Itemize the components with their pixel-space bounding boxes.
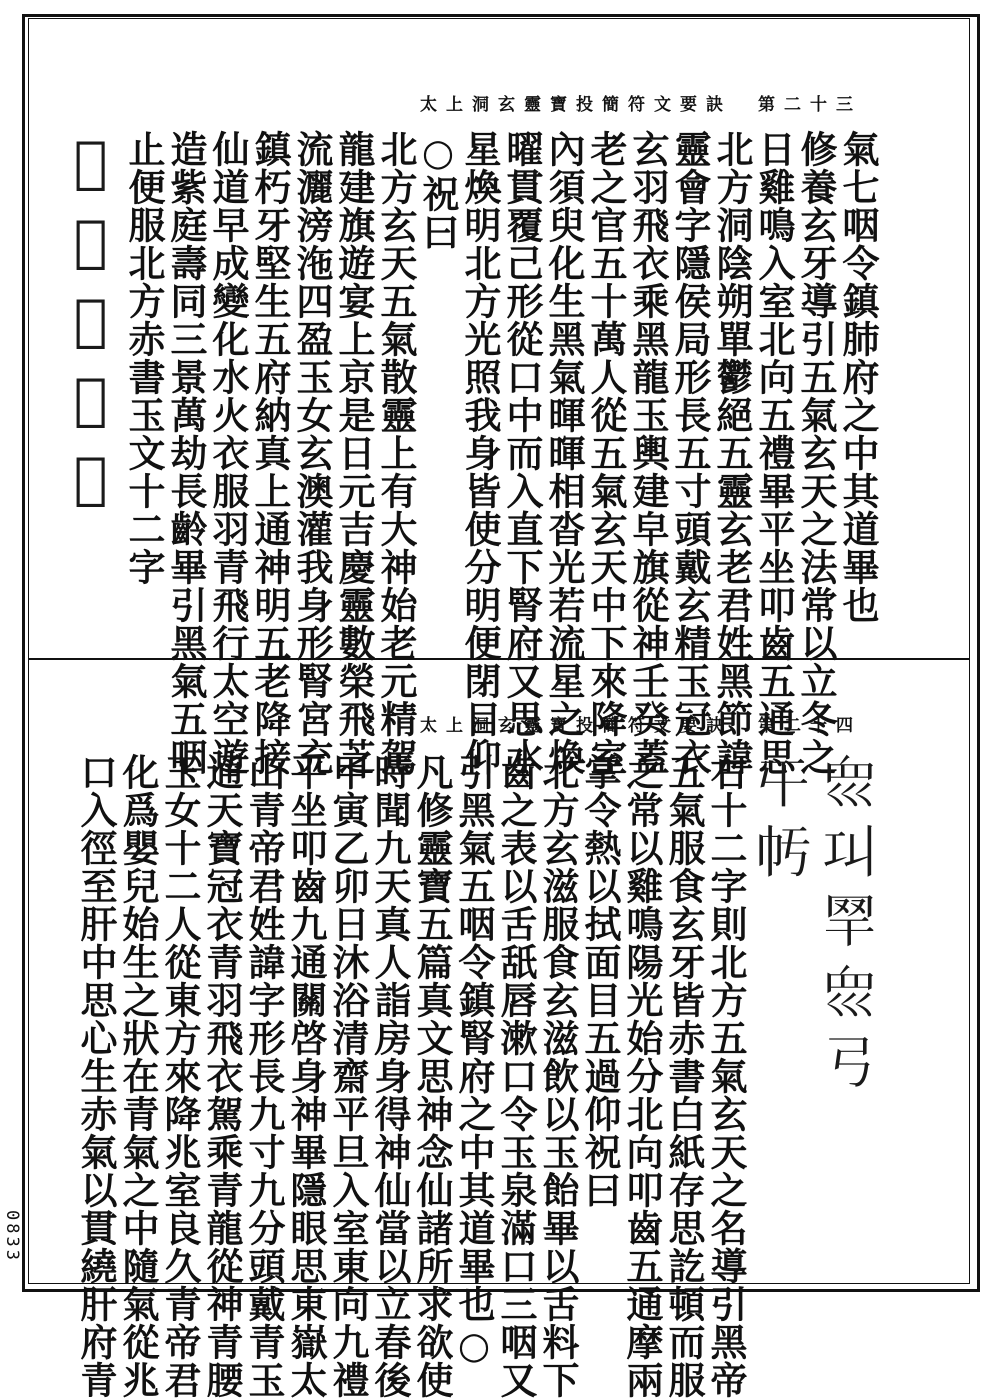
text-column: 五氣服食玄牙皆赤書白紙存思訖頓而服 — [662, 753, 706, 1399]
seal-script-column: 𡕒𢁢 — [748, 753, 813, 893]
text-column: 凡修靈寶五篇真文思神念仙諸所求欲使 — [410, 753, 454, 1399]
text-column: 內須臾化生黑氣暉暉相沓光若流星之煥 — [542, 130, 586, 776]
text-column: 止便服北方赤書玉文十二字 — [122, 130, 166, 586]
seal-script-column: 𡿻𢀙𦉻𡿻𢎗 — [814, 753, 879, 1103]
text-column: 齒之表以舌舐唇漱口令玉泉滿口三咽又 — [494, 753, 538, 1399]
text-column: 玄羽飛衣乘黑龍玉輿建皁旗從神壬癸蓋 — [626, 130, 670, 776]
text-column: 通天寶冠衣青羽飛衣駕乘青龍從神青腰 — [200, 753, 244, 1399]
text-column: 掌令熱以拭面目五過仰祝曰 — [578, 753, 622, 1209]
text-column: 化爲嬰兒始生之狀在青氣之中隨氣從兆 — [116, 753, 160, 1399]
text-column: 老之官五十萬人從五氣玄天中下來降室 — [584, 130, 628, 776]
text-column: 口入徑至肝中思心生赤氣以貫繞肝府青 — [74, 753, 118, 1399]
text-column: 平坐叩齒九通關啓身神畢隱眼思東嶽太 — [284, 753, 328, 1399]
text-column: 曜貫覆己形從口中而入直下腎府又思水 — [500, 130, 544, 776]
text-column: 日雞鳴入室北向五禮畢平坐叩齒五通思 — [752, 130, 796, 776]
text-column: 北方洞陰朔單鬱絕五靈玄老君姓黑節諱 — [710, 130, 754, 776]
text-column: 之常以雞鳴陽光始分北向叩齒五通摩兩 — [620, 753, 664, 1399]
seal-script-column: 𡿀嵩𢀙𦉻𢁗 — [58, 130, 123, 525]
text-column: 星煥明北方光照我身皆使分明便閉目仰 — [458, 130, 502, 776]
text-column: 時聞九天真人詣房身得神仙當以立春後 — [368, 753, 412, 1399]
page-number: 0833 — [2, 1210, 22, 1263]
bottom-page-header: 太上洞玄靈寶投簡符文要訣 第二十四 — [420, 716, 862, 736]
text-column: ○祝曰 — [416, 130, 460, 251]
top-page-header: 太上洞玄靈寶投簡符文要訣 第二十三 — [420, 95, 862, 115]
text-column: 龍建旗遊宴上京是日元吉慶靈數榮飛芝 — [332, 130, 376, 776]
text-column: 修養玄牙導引五氣玄天之法常以立冬之 — [794, 130, 838, 776]
text-column: 氣七咽令鎮肺府之中其道畢也 — [836, 130, 880, 624]
text-column: 造紫庭壽同三景萬劫長齡畢引黑氣五咽 — [164, 130, 208, 776]
text-column: 甲寅乙卯日沐浴清齋平旦入室東向九禮 — [326, 753, 370, 1399]
text-column: 仙道早成變化水火衣服羽青飛行太空遊 — [206, 130, 250, 776]
text-column: 北方玄滋服食玄滋飲以玉飴畢以舌料下 — [536, 753, 580, 1399]
text-column: 右十二字則北方五氣玄天之名導引黑帝 — [704, 753, 748, 1399]
text-column: 引黑氣五咽令鎮腎府之中其道畢也○ — [452, 753, 496, 1368]
text-column: 流灑滂沲四盈玉女玄澳灌我身形腎宮充 — [290, 130, 334, 776]
bottom-page-text — [74, 753, 879, 1399]
text-column: 鎮朽牙堅生五府納真上通神明五老降接 — [248, 130, 292, 776]
text-column: 玉女十二人從東方來降兆室良久青帝君 — [158, 753, 202, 1399]
text-column: 山青帝君姓諱字形長九寸九分頭戴青玉 — [242, 753, 286, 1399]
bottom-page — [30, 661, 968, 1399]
text-column: 北方玄天五氣散靈上有大神始老元精駕 — [374, 130, 418, 776]
text-column: 靈會字隱侯局形長五寸頭戴玄精玉冠衣 — [668, 130, 712, 776]
